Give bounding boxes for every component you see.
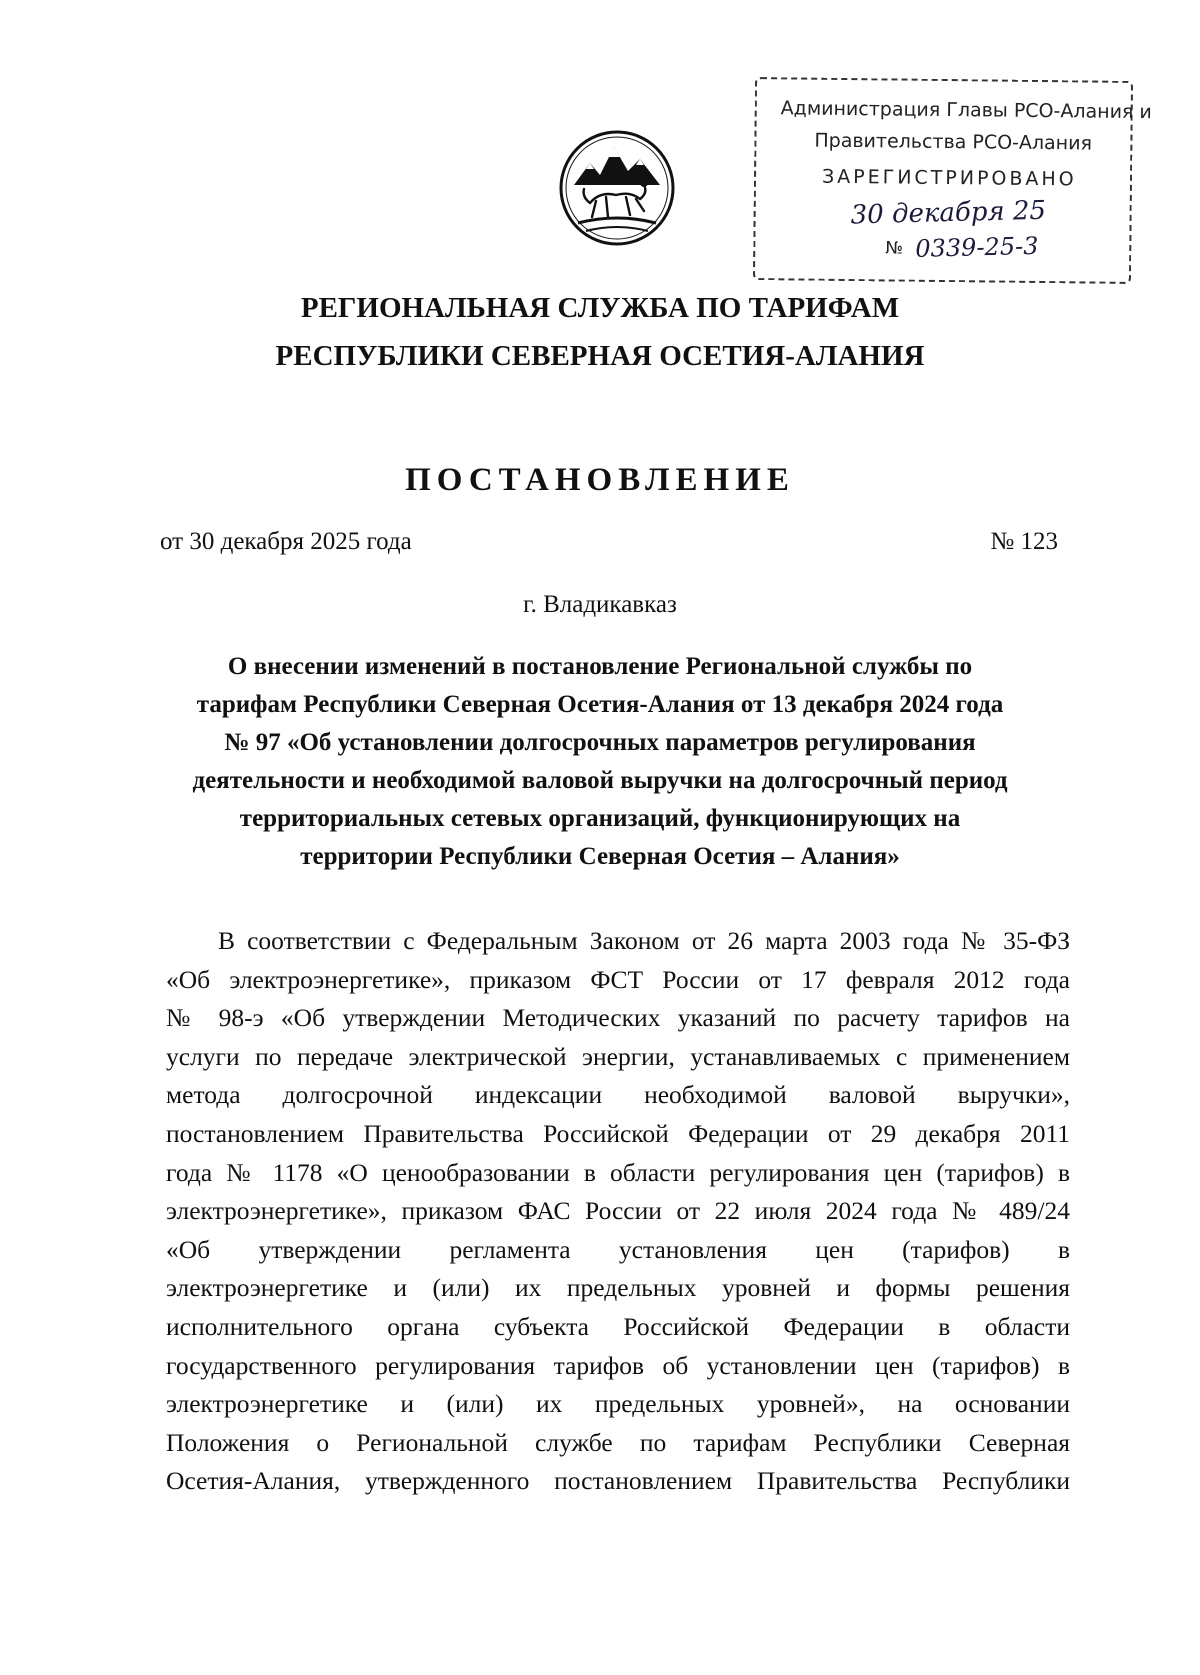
subject-line: № 97 «Об установлении долгосрочных параметров регулирования — [224, 729, 976, 756]
subject-line: О внесении изменений в постановление Региональной службы по — [227, 653, 973, 680]
stamp-handwritten-number: 0339-25-3 — [914, 231, 1039, 263]
document-number: № 123 — [990, 528, 1058, 555]
organization-name-line2: РЕСПУБЛИКИ СЕВЕРНАЯ ОСЕТИЯ-АЛАНИЯ — [275, 340, 925, 372]
body-line: В соответствии с Федеральным Законом от 26 марта 2003 года № 35-ФЗ — [218, 926, 1070, 955]
stamp-authority-line2: Правительства РСО-Алания — [814, 129, 1093, 155]
stamp-registered-label: ЗАРЕГИСТРИРОВАНО — [821, 165, 1077, 191]
registration-stamp — [753, 77, 1152, 284]
body-line: исполнительного органа субъекта Российской Федерации в области — [166, 1311, 1070, 1341]
body-line: электроэнергетике», приказом ФАС России от 22 июля 2024 года № 489/24 — [166, 1196, 1070, 1226]
body-line: года № 1178 «О ценообразовании в области регулирования цен (тарифов) в — [166, 1157, 1070, 1187]
subject-line: территории Республики Северная Осетия – Алания» — [300, 843, 900, 870]
document-city: г. Владикавказ — [523, 591, 677, 618]
subject-line: территориальных сетевых организаций, функционирующих на — [239, 805, 961, 832]
subject-line: деятельности и необходимой валовой выручки на долгосрочный период — [192, 767, 1008, 794]
body-line: электроэнергетике и (или) их предельных уровней», на основании — [166, 1389, 1070, 1419]
body-line: «Об электроэнергетике», приказом ФСТ России от 17 февраля 2012 года — [166, 964, 1070, 994]
body-line: метода долгосрочной индексации необходимой валовой выручки», — [166, 1080, 1070, 1110]
body-line: «Об утверждении регламента установления цен (тарифов) в — [166, 1234, 1070, 1264]
document-type-title: ПОСТАНОВЛЕНИЕ — [405, 462, 795, 498]
organization-name-line1: РЕГИОНАЛЬНАЯ СЛУЖБА ПО ТАРИФАМ — [300, 292, 900, 324]
stamp-authority-line1: Администрация Главы РСО-Алания и — [780, 97, 1152, 124]
document-date: от 30 декабря 2025 года — [160, 528, 412, 555]
document-subject — [150, 648, 1050, 876]
body-paragraph — [166, 922, 1070, 1501]
stamp-number-prefix: № — [885, 238, 904, 259]
body-line: Осетия-Алания, утвержденного постановлением Правительства Республики — [166, 1466, 1070, 1496]
emblem-icon — [556, 125, 678, 251]
subject-line: тарифам Республики Северная Осетия-Алания от 13 декабря 2024 года — [196, 691, 1004, 718]
body-line: услуги по передаче электрической энергии, устанавливаемых с применением — [166, 1041, 1070, 1071]
stamp-handwritten-date: 30 декабря 25 — [850, 195, 1047, 231]
body-line: № 98-э «Об утверждении Методических указаний по расчету тарифов на — [166, 1003, 1070, 1033]
coat-of-arms-emblem — [556, 125, 678, 251]
body-line: постановлением Правительства Российской Федерации от 29 декабря 2011 — [166, 1118, 1070, 1148]
body-line: Положения о Региональной службе по тарифам Республики Северная — [166, 1427, 1070, 1457]
body-line: государственного регулирования тарифов об установлении цен (тарифов) в — [166, 1350, 1070, 1380]
body-line: электроэнергетике и (или) их предельных уровней и формы решения — [166, 1273, 1070, 1303]
